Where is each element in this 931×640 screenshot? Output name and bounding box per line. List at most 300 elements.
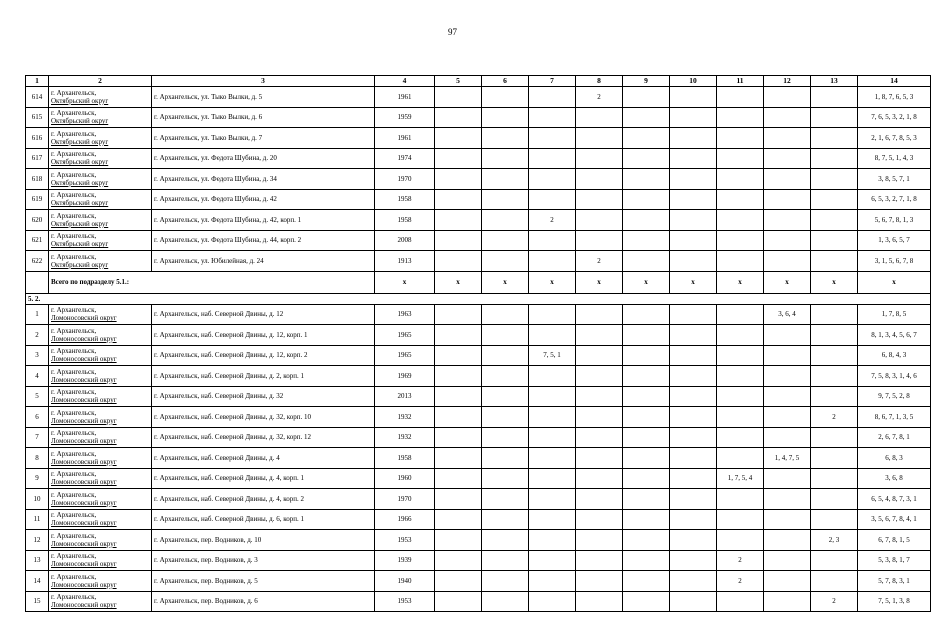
district-name-text: Ломоносовский округ [51, 478, 117, 487]
value-cell-c7 [529, 230, 576, 251]
value-cell-c10 [670, 87, 717, 108]
value-cell-c7 [529, 571, 576, 592]
address-cell: г. Архангельск, ул. Федота Шубина, д. 20 [152, 148, 375, 169]
value-cell-c13 [811, 251, 858, 272]
district-city-text: г. Архангельск, [51, 306, 97, 315]
value-cell-c5 [435, 107, 482, 128]
value-cell-c10 [670, 530, 717, 551]
value-cell-c14: 5, 6, 7, 8, 1, 3 [858, 210, 931, 231]
row-number-cell: 12 [26, 530, 49, 551]
value-cell-c11 [717, 407, 764, 428]
value-cell-c9 [623, 386, 670, 407]
value-cell-c9 [623, 407, 670, 428]
value-cell-c5 [435, 148, 482, 169]
district-cell [49, 571, 152, 592]
value-cell-c9 [623, 325, 670, 346]
value-cell-c8 [576, 304, 623, 325]
value-cell-c14: 5, 3, 8, 1, 7 [858, 550, 931, 571]
value-cell-c10 [670, 591, 717, 612]
value-cell-c12: 1, 4, 7, 5 [764, 448, 811, 469]
value-cell-c13 [811, 87, 858, 108]
address-cell: г. Архангельск, наб. Северной Двины, д. 12, корп. 2 [152, 345, 375, 366]
column-number-header: 11 [717, 76, 764, 87]
district-city-text: г. Архангельск, [51, 470, 97, 479]
value-cell-c5 [435, 325, 482, 346]
address-cell: г. Архангельск, наб. Северной Двины, д. 4, корп. 2 [152, 489, 375, 510]
value-cell-c5 [435, 386, 482, 407]
value-cell-c9 [623, 468, 670, 489]
value-cell-c12 [764, 230, 811, 251]
address-cell: г. Архангельск, наб. Северной Двины, д. 32, корп. 12 [152, 427, 375, 448]
value-cell-c6 [482, 148, 529, 169]
value-cell-c7: 2 [529, 210, 576, 231]
row-number-cell: 5 [26, 386, 49, 407]
total-value-cell: х [375, 271, 435, 293]
district-cell [49, 251, 152, 272]
year-cell: 1940 [375, 571, 435, 592]
district-name-text: Ломоносовский округ [51, 375, 117, 384]
district-cell [49, 107, 152, 128]
column-number-header: 4 [375, 76, 435, 87]
value-cell-c9 [623, 427, 670, 448]
value-cell-c10 [670, 304, 717, 325]
value-cell-c12 [764, 325, 811, 346]
value-cell-c12 [764, 407, 811, 428]
year-cell: 1953 [375, 591, 435, 612]
total-value-cell: х [764, 271, 811, 293]
value-cell-c8: 2 [576, 87, 623, 108]
column-number-header: 2 [49, 76, 152, 87]
value-cell-c10 [670, 210, 717, 231]
total-blank-cell [26, 271, 49, 293]
district-cell [49, 189, 152, 210]
value-cell-c7 [529, 489, 576, 510]
table-row [26, 210, 931, 231]
district-name-text: Октябрьский округ [51, 178, 109, 187]
value-cell-c5 [435, 407, 482, 428]
value-cell-c12 [764, 427, 811, 448]
value-cell-c12 [764, 189, 811, 210]
address-cell: г. Архангельск, ул. Федота Шубина, д. 42 [152, 189, 375, 210]
row-number-cell: 617 [26, 148, 49, 169]
value-cell-c9 [623, 169, 670, 190]
value-cell-c5 [435, 530, 482, 551]
district-cell [49, 530, 152, 551]
value-cell-c8 [576, 591, 623, 612]
value-cell-c7 [529, 407, 576, 428]
value-cell-c10 [670, 128, 717, 149]
value-cell-c8 [576, 325, 623, 346]
table-row [26, 386, 931, 407]
value-cell-c13 [811, 169, 858, 190]
value-cell-c7 [529, 427, 576, 448]
row-number-cell: 13 [26, 550, 49, 571]
district-name-text: Октябрьский округ [51, 260, 109, 269]
value-cell-c8 [576, 509, 623, 530]
column-number-header: 9 [623, 76, 670, 87]
district-city-text: г. Архангельск, [51, 367, 97, 376]
district-cell [49, 230, 152, 251]
value-cell-c14: 1, 3, 6, 5, 7 [858, 230, 931, 251]
value-cell-c8 [576, 571, 623, 592]
table-row [26, 325, 931, 346]
row-number-cell: 6 [26, 407, 49, 428]
row-number-cell: 616 [26, 128, 49, 149]
address-cell: г. Архангельск, наб. Северной Двины, д. 4, корп. 1 [152, 468, 375, 489]
table-row [26, 230, 931, 251]
value-cell-c8 [576, 148, 623, 169]
value-cell-c7 [529, 189, 576, 210]
value-cell-c12 [764, 530, 811, 551]
address-cell: г. Архангельск, ул. Юбилейная, д. 24 [152, 251, 375, 272]
value-cell-c10 [670, 345, 717, 366]
district-cell [49, 550, 152, 571]
value-cell-c9 [623, 210, 670, 231]
value-cell-c14: 3, 5, 6, 7, 8, 4, 1 [858, 509, 931, 530]
row-number-cell: 1 [26, 304, 49, 325]
value-cell-c11 [717, 386, 764, 407]
value-cell-c11 [717, 189, 764, 210]
value-cell-c11 [717, 210, 764, 231]
value-cell-c8 [576, 407, 623, 428]
value-cell-c11 [717, 304, 764, 325]
value-cell-c9 [623, 571, 670, 592]
total-value-cell: х [623, 271, 670, 293]
value-cell-c6 [482, 571, 529, 592]
column-number-header: 3 [152, 76, 375, 87]
district-city-text: г. Архангельск, [51, 490, 97, 499]
value-cell-c14: 8, 6, 7, 1, 3, 5 [858, 407, 931, 428]
value-cell-c7 [529, 87, 576, 108]
value-cell-c14: 6, 8, 4, 3 [858, 345, 931, 366]
value-cell-c12 [764, 345, 811, 366]
value-cell-c11: 2 [717, 571, 764, 592]
value-cell-c13 [811, 107, 858, 128]
value-cell-c13 [811, 571, 858, 592]
value-cell-c9 [623, 251, 670, 272]
value-cell-c11 [717, 530, 764, 551]
district-city-text: г. Архангельск, [51, 347, 97, 356]
value-cell-c10 [670, 448, 717, 469]
table-row [26, 87, 931, 108]
value-cell-c14: 9, 7, 5, 2, 8 [858, 386, 931, 407]
value-cell-c6 [482, 366, 529, 387]
value-cell-c6 [482, 210, 529, 231]
value-cell-c11 [717, 345, 764, 366]
table-row [26, 251, 931, 272]
value-cell-c7 [529, 169, 576, 190]
address-cell: г. Архангельск, наб. Северной Двины, д. 4 [152, 448, 375, 469]
value-cell-c7 [529, 128, 576, 149]
value-cell-c9 [623, 128, 670, 149]
table-row [26, 366, 931, 387]
value-cell-c8 [576, 189, 623, 210]
value-cell-c14: 2, 6, 7, 8, 1 [858, 427, 931, 448]
address-cell: г. Архангельск, наб. Северной Двины, д. 32 [152, 386, 375, 407]
value-cell-c12 [764, 550, 811, 571]
district-name-text: Октябрьский округ [51, 158, 109, 167]
section-heading-cell: 5. 2. [26, 293, 931, 304]
row-number-cell: 620 [26, 210, 49, 231]
district-name-text: Октябрьский округ [51, 117, 109, 126]
value-cell-c12 [764, 489, 811, 510]
value-cell-c5 [435, 189, 482, 210]
district-city-text: г. Архангельск, [51, 109, 97, 118]
value-cell-c12 [764, 210, 811, 231]
district-city-text: г. Архангельск, [51, 593, 97, 602]
district-name-text: Ломоносовский округ [51, 355, 117, 364]
value-cell-c6 [482, 345, 529, 366]
value-cell-c7 [529, 530, 576, 551]
district-name-text: Октябрьский округ [51, 240, 109, 249]
total-value-cell: х [482, 271, 529, 293]
value-cell-c5 [435, 591, 482, 612]
year-cell: 1959 [375, 107, 435, 128]
value-cell-c5 [435, 427, 482, 448]
value-cell-c13: 2, 3 [811, 530, 858, 551]
value-cell-c5 [435, 128, 482, 149]
value-cell-c12: 3, 6, 4 [764, 304, 811, 325]
value-cell-c14: 8, 1, 3, 4, 5, 6, 7 [858, 325, 931, 346]
value-cell-c7 [529, 550, 576, 571]
table-row [26, 345, 931, 366]
value-cell-c6 [482, 304, 529, 325]
value-cell-c6 [482, 87, 529, 108]
district-cell [49, 366, 152, 387]
value-cell-c13 [811, 489, 858, 510]
value-cell-c14: 7, 5, 8, 3, 1, 4, 6 [858, 366, 931, 387]
value-cell-c7 [529, 591, 576, 612]
district-cell [49, 591, 152, 612]
value-cell-c13 [811, 189, 858, 210]
row-number-cell: 11 [26, 509, 49, 530]
value-cell-c7 [529, 448, 576, 469]
value-cell-c10 [670, 366, 717, 387]
address-cell: г. Архангельск, пер. Водников, д. 10 [152, 530, 375, 551]
row-number-cell: 3 [26, 345, 49, 366]
value-cell-c7 [529, 325, 576, 346]
value-cell-c8 [576, 550, 623, 571]
year-cell: 1932 [375, 427, 435, 448]
value-cell-c5 [435, 571, 482, 592]
row-number-cell: 615 [26, 107, 49, 128]
value-cell-c8 [576, 489, 623, 510]
row-number-cell: 15 [26, 591, 49, 612]
district-cell [49, 509, 152, 530]
address-cell: г. Архангельск, наб. Северной Двины, д. 6, корп. 1 [152, 509, 375, 530]
address-cell: г. Архангельск, пер. Водников, д. 3 [152, 550, 375, 571]
year-cell: 1963 [375, 304, 435, 325]
district-cell [49, 386, 152, 407]
district-cell [49, 87, 152, 108]
table-row [26, 407, 931, 428]
value-cell-c11 [717, 87, 764, 108]
district-city-text: г. Архангельск, [51, 191, 97, 200]
value-cell-c14: 3, 8, 5, 7, 1 [858, 169, 931, 190]
total-value-cell: х [670, 271, 717, 293]
address-cell: г. Архангельск, ул. Тыко Вылки, д. 6 [152, 107, 375, 128]
row-number-cell: 14 [26, 571, 49, 592]
address-cell: г. Архангельск, наб. Северной Двины, д. 12 [152, 304, 375, 325]
district-city-text: г. Архангельск, [51, 388, 97, 397]
value-cell-c5 [435, 345, 482, 366]
value-cell-c7 [529, 366, 576, 387]
value-cell-c10 [670, 189, 717, 210]
value-cell-c14: 6, 8, 3 [858, 448, 931, 469]
value-cell-c9 [623, 550, 670, 571]
column-number-header: 1 [26, 76, 49, 87]
value-cell-c10 [670, 386, 717, 407]
value-cell-c5 [435, 210, 482, 231]
district-city-text: г. Архангельск, [51, 170, 97, 179]
value-cell-c11 [717, 427, 764, 448]
subsection-total-row [26, 271, 931, 293]
address-cell: г. Архангельск, ул. Федота Шубина, д. 44, корп. 2 [152, 230, 375, 251]
value-cell-c6 [482, 169, 529, 190]
value-cell-c7 [529, 148, 576, 169]
district-cell [49, 489, 152, 510]
district-city-text: г. Архангельск, [51, 552, 97, 561]
value-cell-c5 [435, 251, 482, 272]
value-cell-c8 [576, 530, 623, 551]
total-value-cell: х [435, 271, 482, 293]
district-city-text: г. Архангельск, [51, 572, 97, 581]
row-number-cell: 9 [26, 468, 49, 489]
value-cell-c10 [670, 169, 717, 190]
district-city-text: г. Архангельск, [51, 531, 97, 540]
district-name-text: Ломоносовский округ [51, 437, 117, 446]
district-city-text: г. Архангельск, [51, 429, 97, 438]
value-cell-c13 [811, 210, 858, 231]
value-cell-c8 [576, 210, 623, 231]
page-number: 97 [448, 27, 457, 37]
value-cell-c6 [482, 468, 529, 489]
value-cell-c11 [717, 169, 764, 190]
district-cell [49, 304, 152, 325]
row-number-cell: 619 [26, 189, 49, 210]
district-cell [49, 128, 152, 149]
value-cell-c10 [670, 325, 717, 346]
table-row [26, 468, 931, 489]
district-city-text: г. Архангельск, [51, 232, 97, 241]
table-row [26, 304, 931, 325]
value-cell-c9 [623, 107, 670, 128]
column-number-header-row [26, 76, 931, 87]
district-name-text: Октябрьский округ [51, 137, 109, 146]
value-cell-c9 [623, 448, 670, 469]
value-cell-c10 [670, 251, 717, 272]
table-row [26, 591, 931, 612]
district-city-text: г. Архангельск, [51, 511, 97, 520]
district-name-text: Октябрьский округ [51, 219, 109, 228]
value-cell-c6 [482, 107, 529, 128]
value-cell-c9 [623, 189, 670, 210]
value-cell-c12 [764, 107, 811, 128]
value-cell-c12 [764, 509, 811, 530]
value-cell-c11 [717, 325, 764, 346]
district-name-text: Октябрьский округ [51, 96, 109, 105]
district-city-text: г. Архангельск, [51, 88, 97, 97]
district-name-text: Ломоносовский округ [51, 580, 117, 589]
value-cell-c8: 2 [576, 251, 623, 272]
value-cell-c13 [811, 128, 858, 149]
value-cell-c8 [576, 128, 623, 149]
value-cell-c9 [623, 591, 670, 612]
year-cell: 1974 [375, 148, 435, 169]
total-value-cell: х [529, 271, 576, 293]
value-cell-c11 [717, 591, 764, 612]
value-cell-c5 [435, 366, 482, 387]
column-number-header: 6 [482, 76, 529, 87]
row-number-cell: 8 [26, 448, 49, 469]
address-cell: г. Архангельск, ул. Федота Шубина, д. 42, корп. 1 [152, 210, 375, 231]
district-name-text: Ломоносовский округ [51, 416, 117, 425]
value-cell-c13 [811, 325, 858, 346]
value-cell-c6 [482, 251, 529, 272]
value-cell-c14: 7, 5, 1, 3, 8 [858, 591, 931, 612]
value-cell-c5 [435, 230, 482, 251]
district-city-text: г. Архангельск, [51, 129, 97, 138]
district-name-text: Ломоносовский округ [51, 539, 117, 548]
district-cell [49, 210, 152, 231]
year-cell: 1965 [375, 325, 435, 346]
value-cell-c5 [435, 304, 482, 325]
table-row [26, 571, 931, 592]
value-cell-c11 [717, 509, 764, 530]
table-row [26, 489, 931, 510]
year-cell: 1961 [375, 87, 435, 108]
address-cell: г. Архангельск, пер. Водников, д. 5 [152, 571, 375, 592]
value-cell-c10 [670, 571, 717, 592]
value-cell-c8 [576, 107, 623, 128]
value-cell-c7 [529, 509, 576, 530]
table-row [26, 169, 931, 190]
value-cell-c14: 5, 7, 8, 3, 1 [858, 571, 931, 592]
value-cell-c9 [623, 366, 670, 387]
value-cell-c5 [435, 509, 482, 530]
table-row [26, 107, 931, 128]
district-city-text: г. Архангельск, [51, 326, 97, 335]
value-cell-c5 [435, 489, 482, 510]
row-number-cell: 10 [26, 489, 49, 510]
value-cell-c6 [482, 230, 529, 251]
table-row [26, 128, 931, 149]
year-cell: 1961 [375, 128, 435, 149]
value-cell-c10 [670, 107, 717, 128]
address-cell: г. Архангельск, ул. Федота Шубина, д. 34 [152, 169, 375, 190]
district-city-text: г. Архангельск, [51, 252, 97, 261]
district-city-text: г. Архангельск, [51, 449, 97, 458]
district-name-text: Ломоносовский округ [51, 560, 117, 569]
value-cell-c6 [482, 448, 529, 469]
value-cell-c9 [623, 230, 670, 251]
value-cell-c7 [529, 304, 576, 325]
district-name-text: Ломоносовский округ [51, 601, 117, 610]
district-name-text: Ломоносовский округ [51, 498, 117, 507]
value-cell-c14: 6, 5, 3, 2, 7, 1, 8 [858, 189, 931, 210]
value-cell-c11 [717, 366, 764, 387]
value-cell-c12 [764, 591, 811, 612]
value-cell-c14: 7, 6, 5, 3, 2, 1, 8 [858, 107, 931, 128]
value-cell-c14: 1, 7, 8, 5 [858, 304, 931, 325]
value-cell-c13 [811, 448, 858, 469]
value-cell-c6 [482, 189, 529, 210]
table-row [26, 189, 931, 210]
value-cell-c5 [435, 448, 482, 469]
year-cell: 1932 [375, 407, 435, 428]
value-cell-c8 [576, 230, 623, 251]
value-cell-c8 [576, 345, 623, 366]
